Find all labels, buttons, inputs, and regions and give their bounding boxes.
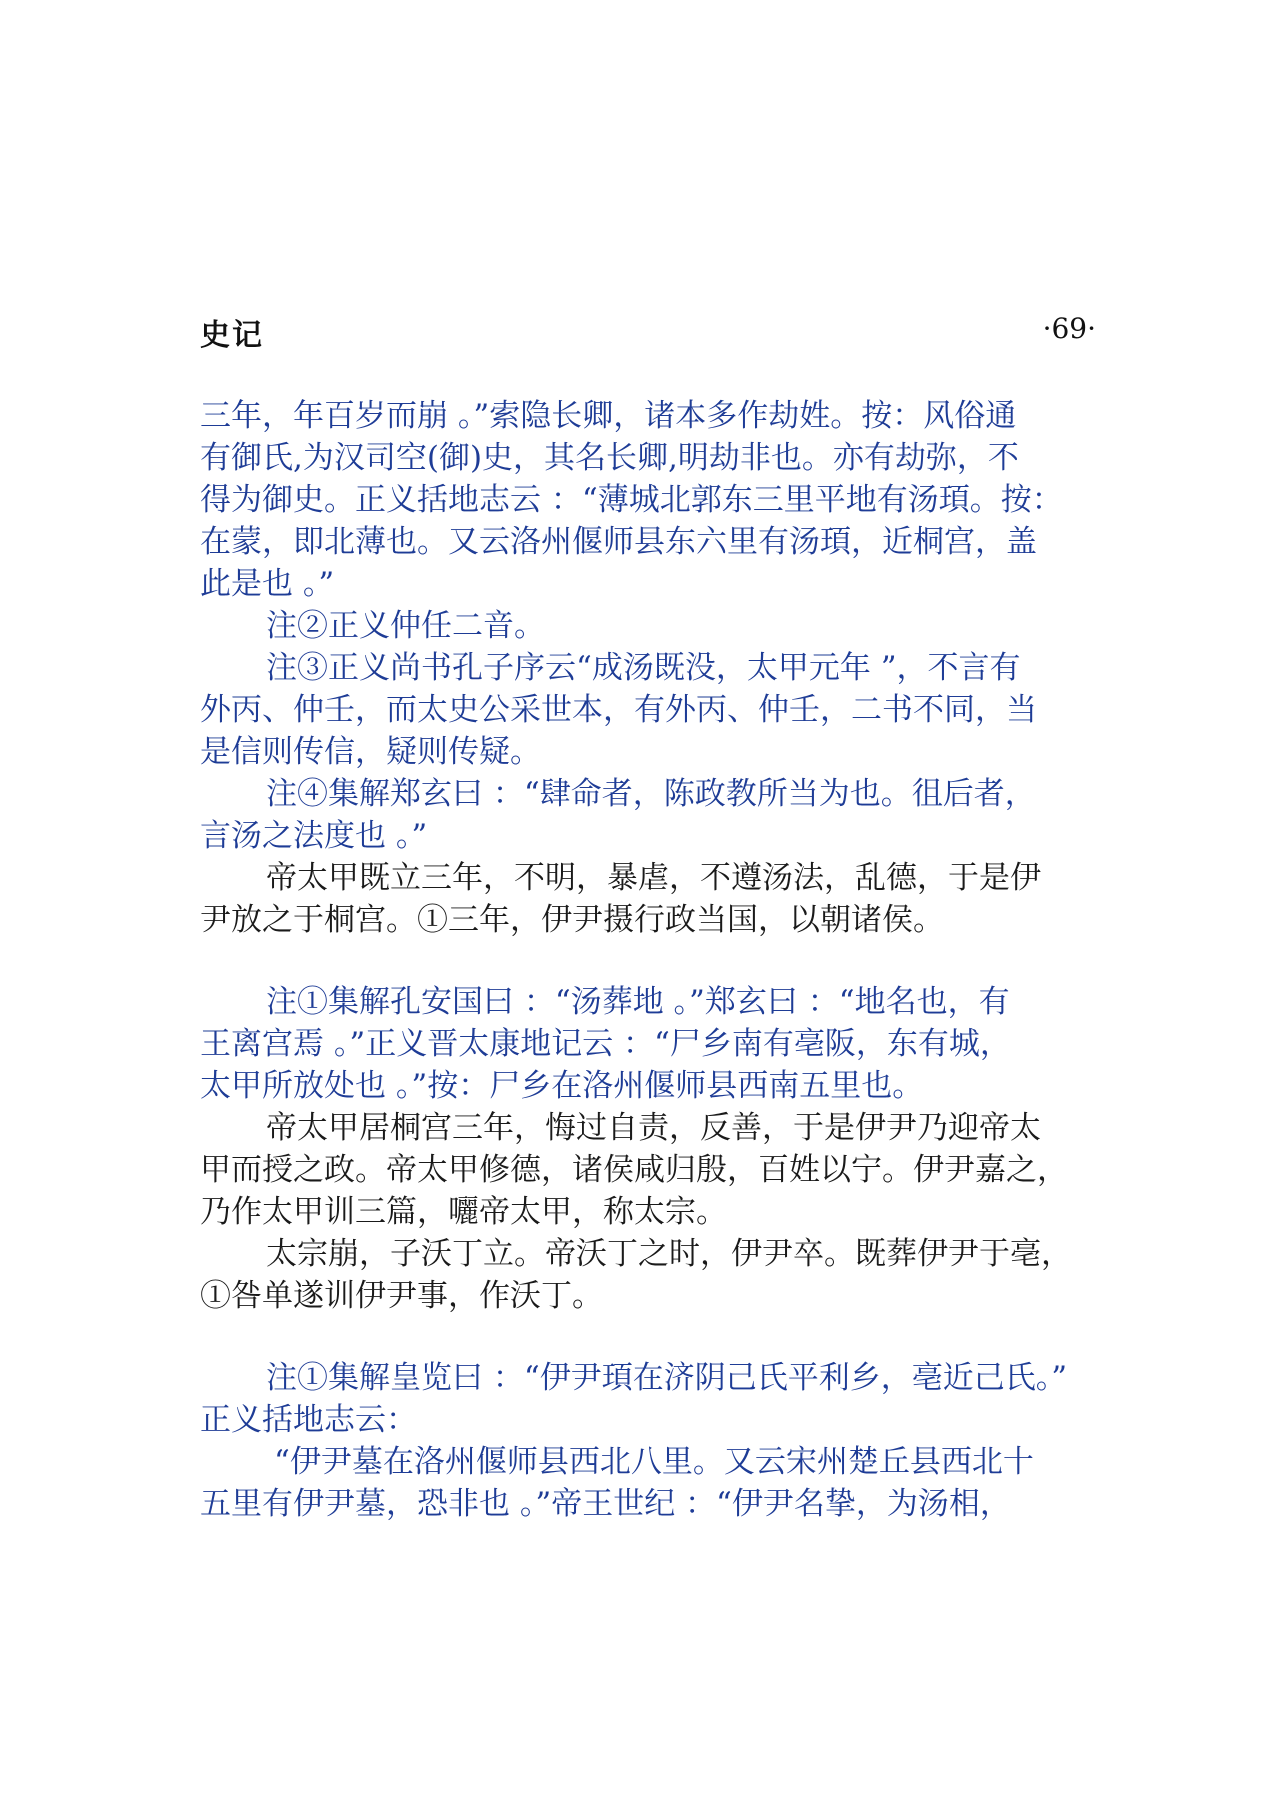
text-line: 注①集解孔安国曰 ：“汤葬地 。”郑玄曰 ：“地名也，有 — [266, 984, 1010, 1020]
main-paragraph — [200, 1233, 1100, 1317]
text-line: 乃作太甲训三篇，囇帝太甲，称太宗。 — [200, 1194, 727, 1230]
text-line: 得为御史。正义括地志云 ：“薄城北郭东三里平地有汤頊。按： — [200, 482, 1063, 518]
book-title: 史记 — [200, 318, 264, 353]
text-line: “伊尹墓在洛州偃师县西北八里。又云宋州楚丘县西北十 — [274, 1444, 1034, 1480]
text-line: 太宗崩，子沃丁立。帝沃丁之时，伊尹卒。既葬伊尹于亳， — [266, 1236, 1072, 1272]
text-line: 帝太甲居桐宫三年，悔过自责，反善，于是伊尹乃迎帝太 — [266, 1110, 1041, 1146]
text-line: 甲而授之政。帝太甲修德，诸侯咸归殷，百姓以宁。伊尹嘉之， — [200, 1152, 1068, 1188]
text-line: 注②正义仲任二音。 — [266, 608, 545, 644]
note-paragraph — [200, 1357, 1100, 1441]
note-paragraph — [200, 981, 1100, 1107]
text-line: 王离宫焉 。”正义晋太康地记云 ：“尸乡南有亳阪，东有城， — [200, 1026, 1011, 1062]
page-body — [200, 395, 1100, 1525]
text-line: 注③正义尚书孔子序云“成汤既没，太甲元年 ”，不言有 — [266, 650, 1021, 686]
text-line: 五里有伊尹墓，恐非也 。”帝王世纪 ：“伊尹名挚，为汤相， — [200, 1486, 1011, 1522]
text-line: 三年，年百岁而崩 。”索隐长卿，诸本多作劫姓。按：风俗通 — [200, 398, 1017, 434]
text-line: 此是也 。” — [200, 566, 335, 602]
text-line: 是信则传信，疑则传疑。 — [200, 734, 541, 770]
text-line: ①咎单遂训伊尹事，作沃丁。 — [200, 1278, 603, 1314]
text-line: 尹放之于桐宫。①三年，伊尹摄行政当国，以朝诸侯。 — [200, 902, 944, 938]
note-paragraph — [200, 647, 1100, 773]
text-line: 言汤之法度也 。” — [200, 818, 428, 854]
note-paragraph — [200, 1441, 1100, 1525]
text-line: 注①集解皇览曰 ：“伊尹頊在济阴己氏平利乡，亳近己氏。” — [266, 1360, 1068, 1396]
paragraph-gap — [200, 1317, 1100, 1357]
note-paragraph — [200, 395, 1100, 605]
note-paragraph — [200, 605, 1100, 647]
main-paragraph — [200, 1107, 1100, 1233]
text-line: 太甲所放处也 。”按：尸乡在洛州偃师县西南五里也。 — [200, 1068, 924, 1104]
text-line: 帝太甲既立三年，不明，暴虐，不遵汤法，乱德，于是伊 — [266, 860, 1041, 896]
page-number: ·69· — [1042, 312, 1096, 345]
paragraph-gap — [200, 941, 1100, 981]
text-line: 在蒙，即北薄也。又云洛州偃师县东六里有汤頊，近桐宫，盖 — [200, 524, 1037, 560]
main-paragraph — [200, 857, 1100, 941]
text-line: 外丙、仲壬，而太史公采世本，有外丙、仲壬，二书不同，当 — [200, 692, 1037, 728]
note-paragraph — [200, 773, 1100, 857]
text-line: 有御氏,为汉司空(御)史，其名长卿,明劫非也。亦有劫弥，不 — [200, 440, 1019, 476]
page-header — [200, 310, 1096, 356]
text-line: 注④集解郑玄曰 ：“肆命者，陈政教所当为也。徂后者， — [266, 776, 1036, 812]
text-line: 正义括地志云： — [200, 1402, 417, 1438]
